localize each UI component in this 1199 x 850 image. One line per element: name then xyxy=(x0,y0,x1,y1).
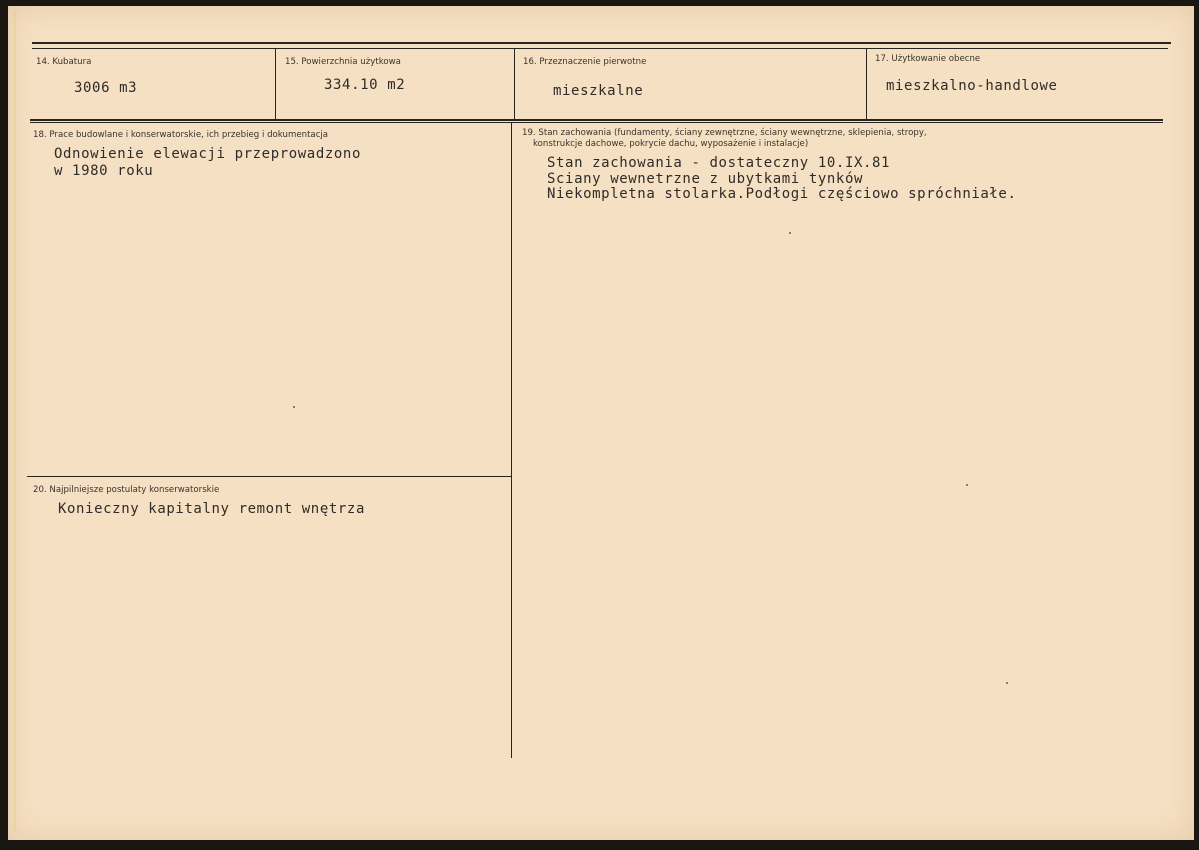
kubatura-value: 3006 m3 xyxy=(74,80,138,96)
powierzchnia-label: 15. Powierzchnia użytkowa xyxy=(285,57,401,67)
prace-line-2: w 1980 roku xyxy=(54,163,154,179)
stan-zachowania-label-1: 19. Stan zachowania (fundamenty, ściany zewnętrzne, ściany wewnętrzne, sklepienia, stropy, xyxy=(522,128,927,138)
postulaty-label: 20. Najpilniejsze postulaty konserwatorskie xyxy=(33,485,220,495)
przeznaczenie-label: 16. Przeznaczenie pierwotne xyxy=(523,57,647,67)
header-row-rule xyxy=(32,48,1168,49)
row1-bottom-rule-2 xyxy=(30,122,1163,123)
paper-speck xyxy=(789,232,791,234)
przeznaczenie-value: mieszkalne xyxy=(553,83,644,99)
prace-line-1: Odnowienie elewacji przeprowadzono xyxy=(54,146,361,162)
uzytkowanie-label: 17. Użytkowanie obecne xyxy=(875,54,981,64)
powierzchnia-value: 334.10 m2 xyxy=(324,77,406,93)
stan-line-2: Sciany wewnetrzne z ubytkami tynków xyxy=(547,171,864,187)
stan-line-3: Niekompletna stolarka.Podłogi częściowo spróchniałe. xyxy=(547,186,1017,202)
postulaty-value: Konieczny kapitalny remont wnętrza xyxy=(58,501,365,517)
divider-15-16 xyxy=(514,48,515,121)
paper-speck xyxy=(1006,682,1008,684)
divider-18-20 xyxy=(27,476,511,477)
paper-speck xyxy=(293,406,295,408)
stan-zachowania-label-2: konstrukcje dachowe, pokrycie dachu, wyposażenie i instalacje) xyxy=(533,139,809,149)
stan-line-1: Stan zachowania - dostateczny 10.IX.81 xyxy=(547,155,891,171)
main-vertical-divider xyxy=(511,122,512,758)
card-edge-stain xyxy=(14,10,16,830)
kubatura-label: 14. Kubatura xyxy=(36,57,92,67)
divider-16-17 xyxy=(866,48,867,121)
paper-speck xyxy=(966,484,968,486)
divider-14-15 xyxy=(275,48,276,121)
top-rule xyxy=(32,42,1171,44)
uzytkowanie-value: mieszkalno-handlowe xyxy=(886,78,1058,94)
prace-budowlane-label: 18. Prace budowlane i konserwatorskie, ich przebieg i dokumentacja xyxy=(33,130,329,140)
row1-bottom-rule xyxy=(30,119,1163,121)
